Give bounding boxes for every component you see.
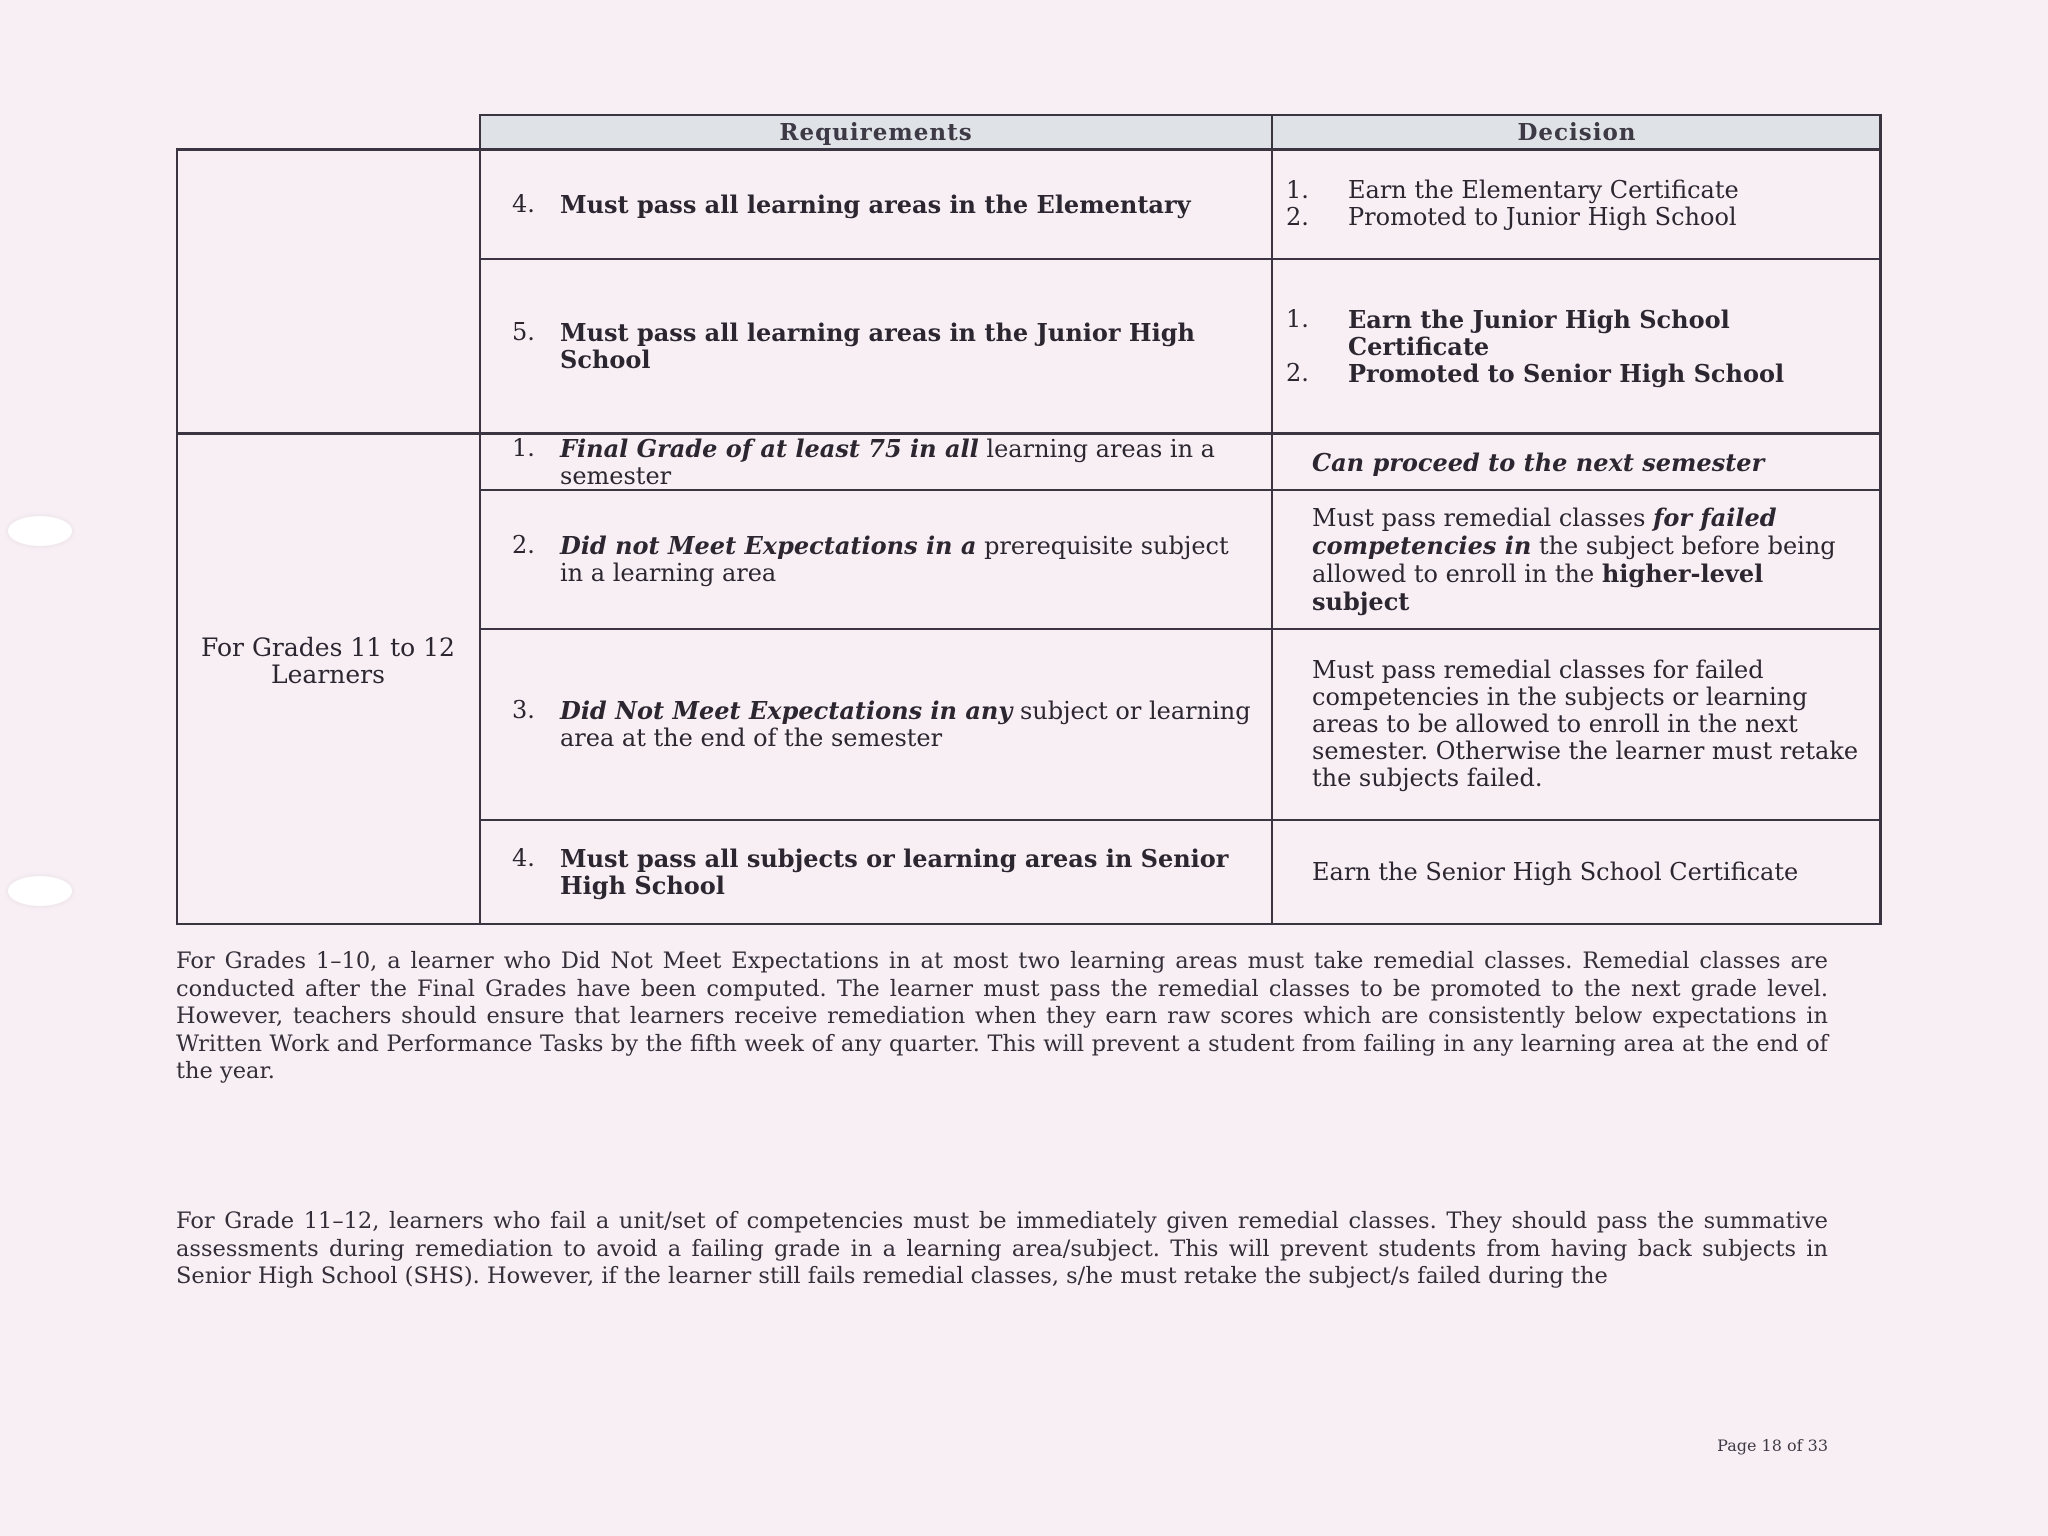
grid-line [176, 148, 178, 925]
requirement-cell [480, 435, 1272, 489]
requirement-number: 5. [512, 318, 535, 346]
decision-item: 2. Promoted to Junior High School [1286, 203, 1737, 231]
decision-cell [1272, 435, 1880, 489]
decision-cell [1272, 630, 1880, 819]
header-decision: Decision [1517, 118, 1637, 146]
requirement-cell [480, 260, 1272, 432]
requirement-number: 3. [512, 696, 535, 724]
requirement-text: Did Not Meet Expectations in any subject or learning area at the end of the semester [560, 696, 1251, 752]
decision-item: 1. Earn the Elementary Certificate [1286, 176, 1739, 204]
requirement-cell [480, 821, 1272, 923]
decision-cell [1272, 150, 1880, 258]
binder-hole-top [8, 516, 72, 546]
requirement-text: Must pass all subjects or learning areas in Senior High School [560, 844, 1229, 900]
requirement-cell [480, 630, 1272, 819]
decision-item: 1. Earn the Junior High School Certificate [1286, 304, 1730, 361]
grid-line [480, 114, 1882, 116]
requirements-decision-table [176, 114, 1882, 926]
requirement-text: Must pass all learning areas in the Junior High School [560, 318, 1195, 374]
page-number: Page 18 of 33 [1717, 1436, 1828, 1455]
decision-cell [1272, 821, 1880, 923]
paragraph-grades-1-10: For Grades 1–10, a learner who Did Not Meet Expectations in at most two learning areas must take remedial classes. Remedial classes are conducted after the Final Grades have been computed. The learner must pass the remedial classes to be promoted to the next grade level. However, teachers should ensure that learners receive remediation when they earn raw scores which are consistently below expectations in Written Work and Performance Tasks by the fifth week of any quarter. This will prevent a student from failing in any learning area at the end of the year. [176, 948, 1828, 1084]
requirement-number: 2. [512, 531, 535, 559]
decision-text: Must pass remedial classes for failed competencies in the subjects or learning areas to be allowed to enroll in the next semester. Otherwise the learner must retake the subjects failed. [1312, 656, 1859, 792]
requirement-text: Final Grade of at least 75 in all learning areas in a semester [560, 433, 1215, 490]
decision-item: 2. Promoted to Senior High School [1286, 358, 1785, 388]
decision-cell [1272, 491, 1880, 628]
requirement-number: 1. [512, 433, 535, 462]
decision-text: Earn the Senior High School Certificate [1312, 857, 1799, 886]
requirement-text: Did not Meet Expectations in a prerequisite subject in a learning area [560, 531, 1229, 587]
grid-line [176, 923, 1882, 925]
binder-hole-bottom [8, 876, 72, 906]
header-requirements: Requirements [779, 118, 973, 146]
requirement-cell [480, 491, 1272, 628]
requirement-number: 4. [512, 844, 535, 872]
paragraph-grades-11-12: For Grade 11–12, learners who fail a unit/set of competencies must be immediately given remedial classes. They should pass the summative assessments during remediation to avoid a failing grade in a learning area/subject. This will prevent students from having back subjects in Senior High School (SHS). However, if the learner still fails remedial classes, s/he must retake the subject/s failed during the [176, 1208, 1828, 1289]
grade-group-label: For Grades 11 to 12 Learners [201, 633, 455, 689]
decision-cell [1272, 260, 1880, 432]
decision-text: Must pass remedial classes for failed competencies in the subject before being allowed to enroll in the higher-level subject [1312, 502, 1836, 616]
requirement-cell [480, 150, 1272, 258]
requirement-number: 4. [512, 189, 535, 218]
decision-text: Can proceed to the next semester [1312, 447, 1765, 477]
requirement-text: Must pass all learning areas in the Elementary [560, 189, 1191, 219]
